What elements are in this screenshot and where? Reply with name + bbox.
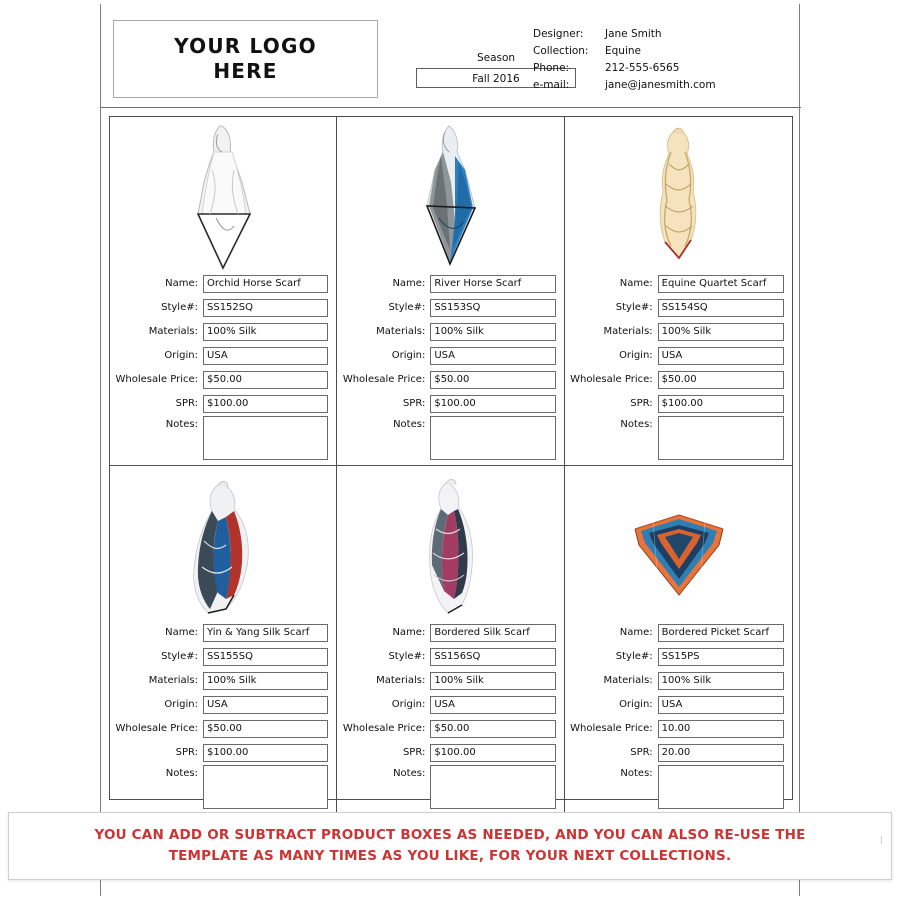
product-grid	[109, 116, 793, 800]
product-cell[interactable]	[337, 466, 564, 814]
style-label: Style#:	[388, 651, 426, 662]
spr-label: SPR:	[175, 747, 198, 758]
spr-value[interactable]: $100.00	[203, 744, 328, 762]
logo-line-1: YOUR LOGO	[174, 34, 317, 58]
email-value[interactable]: jane@janesmith.com	[605, 79, 716, 91]
product-cell[interactable]	[565, 117, 792, 466]
notes-label: Notes:	[393, 419, 426, 430]
style-value[interactable]: SS15PS	[658, 648, 784, 666]
name-value[interactable]: River Horse Scarf	[430, 275, 555, 293]
wholesale-label: Wholesale Price:	[342, 374, 426, 385]
field-row-materials	[337, 320, 555, 343]
field-row-style	[110, 296, 328, 319]
banner-line-1: YOU CAN ADD OR SUBTRACT PRODUCT BOXES AS NEEDED, AND YOU CAN ALSO RE-USE THE	[94, 827, 806, 843]
field-row-notes	[565, 765, 784, 813]
materials-value[interactable]: 100% Silk	[430, 672, 555, 690]
spr-value[interactable]: $100.00	[430, 744, 555, 762]
field-row-notes	[565, 416, 784, 464]
field-row-spr	[565, 741, 784, 764]
name-value[interactable]: Bordered Picket Scarf	[658, 624, 784, 642]
phone-label: Phone:	[533, 62, 570, 74]
field-row-wholesale	[565, 368, 784, 391]
contact-block	[533, 26, 793, 94]
field-row-spr	[110, 392, 328, 415]
product-fields	[565, 272, 792, 464]
origin-value[interactable]: USA	[430, 696, 555, 714]
name-label: Name:	[165, 627, 198, 638]
materials-label: Materials:	[603, 326, 653, 337]
style-value[interactable]: SS154SQ	[658, 299, 784, 317]
river-horse-scarf-photo	[337, 117, 563, 272]
field-row-origin	[337, 344, 555, 367]
notes-label: Notes:	[393, 768, 426, 779]
materials-label: Materials:	[148, 675, 198, 686]
notes-label: Notes:	[165, 768, 198, 779]
wholesale-value[interactable]: $50.00	[203, 371, 328, 389]
wholesale-value[interactable]: 10.00	[658, 720, 784, 738]
origin-label: Origin:	[391, 699, 426, 710]
origin-value[interactable]: USA	[203, 347, 328, 365]
spr-value[interactable]: $100.00	[430, 395, 555, 413]
product-cell[interactable]	[337, 117, 564, 466]
bordered-silk-scarf-photo	[337, 466, 563, 621]
document-header	[101, 8, 801, 108]
notes-value[interactable]	[658, 416, 784, 460]
origin-label: Origin:	[391, 350, 426, 361]
wholesale-label: Wholesale Price:	[570, 374, 653, 385]
spr-label: SPR:	[630, 747, 653, 758]
field-row-name	[565, 621, 784, 644]
field-row-notes	[110, 416, 328, 464]
origin-label: Origin:	[619, 699, 653, 710]
name-label: Name:	[619, 627, 653, 638]
field-row-materials	[337, 669, 555, 692]
spr-label: SPR:	[630, 398, 653, 409]
style-label: Style#:	[161, 302, 198, 313]
bordered-picket-scarf-photo	[565, 466, 792, 621]
notes-label: Notes:	[620, 768, 653, 779]
field-row-materials	[565, 320, 784, 343]
name-value[interactable]: Yin & Yang Silk Scarf	[203, 624, 328, 642]
style-label: Style#:	[161, 651, 198, 662]
materials-label: Materials:	[376, 326, 426, 337]
email-label: e-mail:	[533, 79, 570, 91]
origin-value[interactable]: USA	[658, 347, 784, 365]
materials-value[interactable]: 100% Silk	[658, 323, 784, 341]
wholesale-value[interactable]: $50.00	[658, 371, 784, 389]
product-cell[interactable]	[110, 117, 337, 466]
style-value[interactable]: SS153SQ	[430, 299, 555, 317]
materials-value[interactable]: 100% Silk	[430, 323, 555, 341]
product-cell[interactable]	[565, 466, 792, 814]
contact-row-phone	[533, 60, 793, 77]
materials-value[interactable]: 100% Silk	[658, 672, 784, 690]
name-label: Name:	[619, 278, 653, 289]
materials-label: Materials:	[376, 675, 426, 686]
footer-banner	[8, 812, 892, 880]
wholesale-label: Wholesale Price:	[342, 723, 426, 734]
collection-label: Collection:	[533, 45, 589, 57]
spr-label: SPR:	[402, 747, 426, 758]
collection-value[interactable]: Equine	[605, 45, 641, 57]
field-row-name	[565, 272, 784, 295]
banner-line-2: TEMPLATE AS MANY TIMES AS YOU LIKE, FOR YOUR NEXT COLLECTIONS.	[168, 848, 732, 864]
field-row-style	[110, 645, 328, 668]
field-row-name	[110, 621, 328, 644]
notes-value[interactable]	[203, 416, 328, 460]
field-row-style	[337, 296, 555, 319]
origin-label: Origin:	[164, 350, 198, 361]
wholesale-value[interactable]: $50.00	[430, 720, 555, 738]
materials-value[interactable]: 100% Silk	[203, 672, 328, 690]
style-label: Style#:	[615, 302, 653, 313]
field-row-notes	[337, 416, 555, 464]
style-value[interactable]: SS152SQ	[203, 299, 328, 317]
orchid-horse-scarf-photo	[110, 117, 336, 272]
field-row-name	[337, 272, 555, 295]
banner-mark: |	[880, 835, 883, 844]
notes-value[interactable]	[658, 765, 784, 809]
product-fields	[110, 621, 336, 813]
notes-value[interactable]	[203, 765, 328, 809]
style-label: Style#:	[615, 651, 653, 662]
logo-placeholder[interactable]	[113, 20, 378, 98]
field-row-spr	[110, 741, 328, 764]
materials-label: Materials:	[148, 326, 198, 337]
field-row-name	[110, 272, 328, 295]
origin-label: Origin:	[619, 350, 653, 361]
field-row-origin	[337, 693, 555, 716]
name-value[interactable]: Bordered Silk Scarf	[430, 624, 555, 642]
style-label: Style#:	[388, 302, 426, 313]
season-value[interactable]: Fall 2016	[416, 68, 576, 88]
field-row-origin	[565, 693, 784, 716]
wholesale-value[interactable]: $50.00	[430, 371, 555, 389]
wholesale-label: Wholesale Price:	[115, 374, 198, 385]
season-label: Season	[476, 52, 516, 64]
document-sheet	[100, 4, 800, 896]
product-fields	[337, 621, 563, 813]
field-row-style	[565, 645, 784, 668]
name-value[interactable]: Equine Quartet Scarf	[658, 275, 784, 293]
spr-label: SPR:	[402, 398, 426, 409]
field-row-style	[337, 645, 555, 668]
spr-value[interactable]: $100.00	[658, 395, 784, 413]
wholesale-value[interactable]: $50.00	[203, 720, 328, 738]
origin-value[interactable]: USA	[203, 696, 328, 714]
field-row-style	[565, 296, 784, 319]
name-label: Name:	[392, 278, 426, 289]
materials-value[interactable]: 100% Silk	[203, 323, 328, 341]
product-fields	[110, 272, 336, 464]
field-row-materials	[110, 320, 328, 343]
field-row-origin	[565, 344, 784, 367]
product-fields	[565, 621, 792, 813]
field-row-wholesale	[110, 717, 328, 740]
name-value[interactable]: Orchid Horse Scarf	[203, 275, 328, 293]
equine-quartet-scarf-photo	[565, 117, 792, 272]
designer-label: Designer:	[533, 28, 584, 40]
name-label: Name:	[165, 278, 198, 289]
origin-value[interactable]: USA	[430, 347, 555, 365]
notes-label: Notes:	[620, 419, 653, 430]
field-row-notes	[337, 765, 555, 813]
phone-value[interactable]: 212-555-6565	[605, 62, 680, 74]
designer-value[interactable]: Jane Smith	[605, 28, 662, 40]
style-value[interactable]: SS156SQ	[430, 648, 555, 666]
style-value[interactable]: SS155SQ	[203, 648, 328, 666]
origin-label: Origin:	[164, 699, 198, 710]
field-row-origin	[110, 693, 328, 716]
field-row-materials	[565, 669, 784, 692]
wholesale-label: Wholesale Price:	[570, 723, 653, 734]
field-row-wholesale	[337, 717, 555, 740]
contact-row-designer	[533, 26, 793, 43]
notes-label: Notes:	[165, 419, 198, 430]
field-row-origin	[110, 344, 328, 367]
origin-value[interactable]: USA	[658, 696, 784, 714]
materials-label: Materials:	[603, 675, 653, 686]
field-row-wholesale	[337, 368, 555, 391]
field-row-name	[337, 621, 555, 644]
field-row-notes	[110, 765, 328, 813]
field-row-wholesale	[565, 717, 784, 740]
field-row-spr	[337, 392, 555, 415]
contact-row-email	[533, 77, 793, 94]
field-row-spr	[337, 741, 555, 764]
wholesale-label: Wholesale Price:	[115, 723, 198, 734]
notes-value[interactable]	[430, 765, 555, 809]
spr-label: SPR:	[175, 398, 198, 409]
spr-value[interactable]: 20.00	[658, 744, 784, 762]
sheet-content	[101, 8, 801, 808]
contact-row-collection	[533, 43, 793, 60]
logo-line-2: HERE	[213, 59, 278, 83]
name-label: Name:	[392, 627, 426, 638]
notes-value[interactable]	[430, 416, 555, 460]
yin-yang-silk-scarf-photo	[110, 466, 336, 621]
spr-value[interactable]: $100.00	[203, 395, 328, 413]
field-row-wholesale	[110, 368, 328, 391]
field-row-materials	[110, 669, 328, 692]
product-fields	[337, 272, 563, 464]
product-cell[interactable]	[110, 466, 337, 814]
field-row-spr	[565, 392, 784, 415]
